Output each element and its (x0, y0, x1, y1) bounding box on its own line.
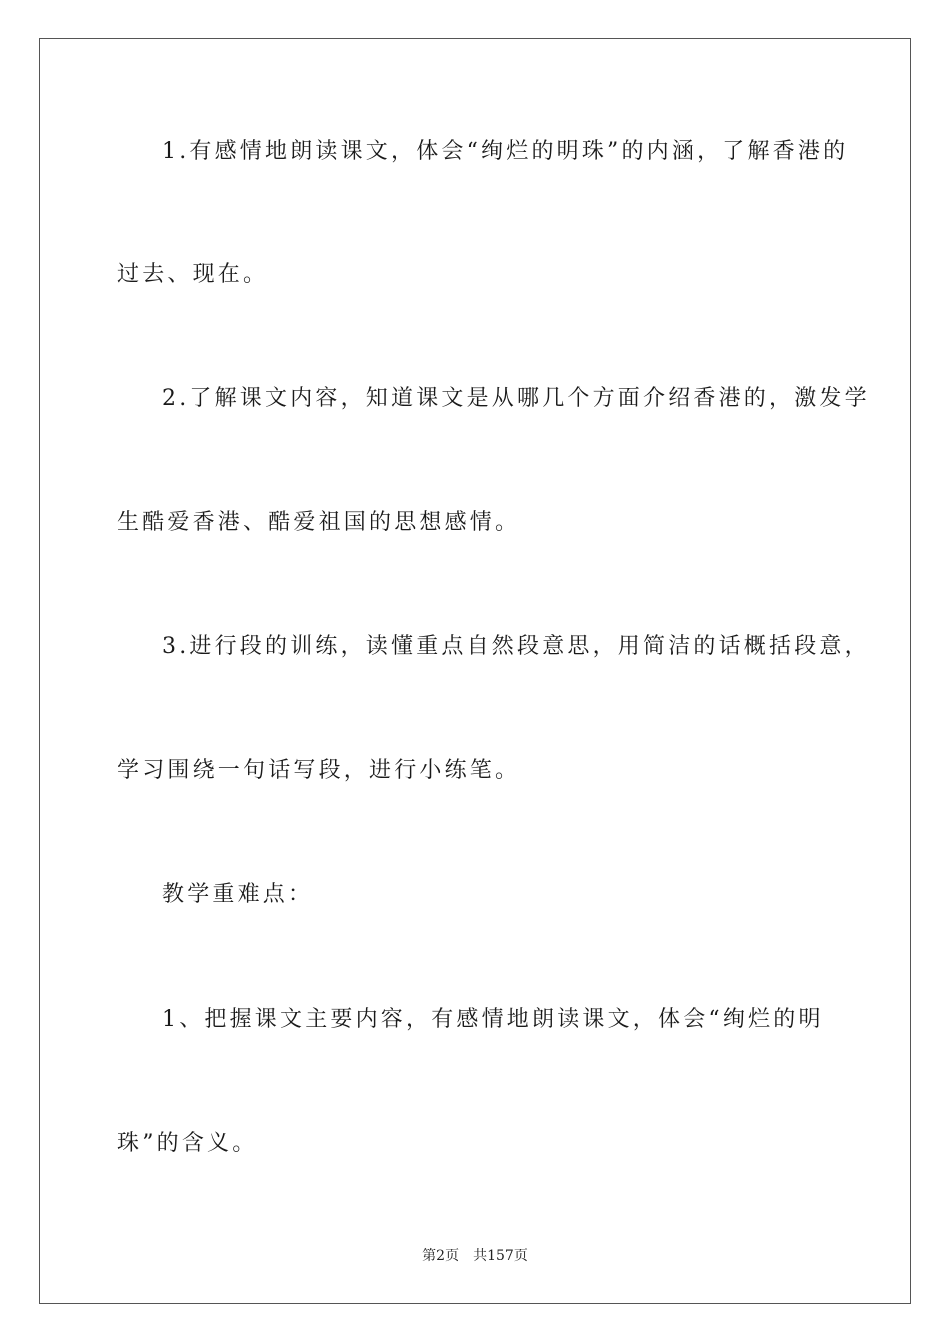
key-point-1-line-2: 珠”的含义。 (117, 1131, 258, 1156)
objective-1-line-1: 1.有感情地朗读课文，体会“绚烂的明珠”的内涵，了解香港的 (162, 139, 849, 164)
objective-2-line-1: 2.了解课文内容，知道课文是从哪几个方面介绍香港的，激发学 (162, 386, 870, 411)
key-point-1-line-1: 1、把握课文主要内容，有感情地朗读课文，体会“绚烂的明 (162, 1007, 824, 1032)
objective-3-line-1: 3.进行段的训练，读懂重点自然段意思，用简洁的话概括段意， (162, 634, 870, 659)
page-number: 第2页 (422, 1248, 460, 1264)
section-heading-key-points: 教学重难点： (162, 882, 314, 907)
objective-3-line-2: 学习围绕一句话写段，进行小练笔。 (117, 758, 521, 783)
page-frame (39, 38, 911, 1304)
objective-2-line-2: 生酷爱香港、酷爱祖国的思想感情。 (117, 510, 521, 535)
page-footer (0, 1246, 950, 1266)
total-pages: 共157页 (473, 1248, 528, 1264)
objective-1-line-2: 过去、现在。 (117, 262, 269, 287)
